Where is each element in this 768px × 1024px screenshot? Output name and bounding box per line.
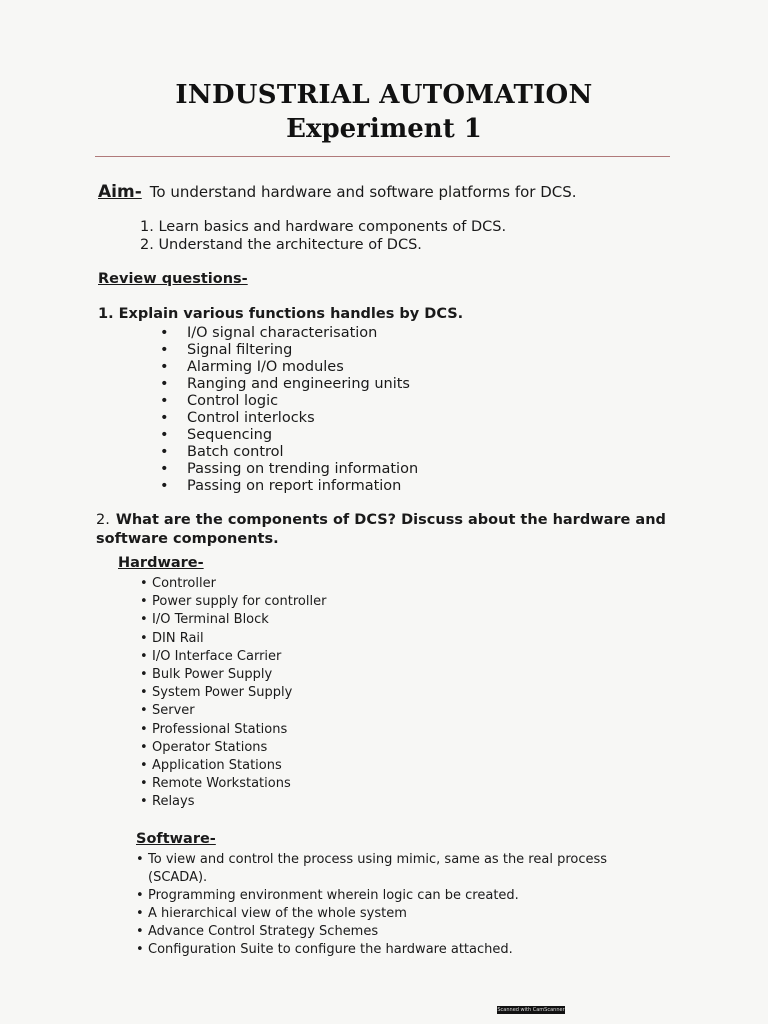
list-item: • Alarming I/O modules xyxy=(160,359,418,376)
question-1: 1. Explain various functions handles by DCS. xyxy=(98,306,464,322)
list-item: • Application Stations xyxy=(140,757,326,775)
list-item: • Controller xyxy=(140,575,326,593)
list-item: • Relays xyxy=(140,793,326,811)
question-2-number: 2. xyxy=(96,512,110,528)
list-item: • DIN Rail xyxy=(140,630,326,648)
list-item: • A hierarchical view of the whole system xyxy=(136,905,656,923)
aim-objectives xyxy=(140,218,506,254)
scanner-watermark: Scanned with CamScanner xyxy=(497,1007,565,1013)
list-item: • Batch control xyxy=(160,444,418,461)
list-item: • Advance Control Strategy Schemes xyxy=(136,923,656,941)
review-questions-heading: Review questions- xyxy=(98,271,248,287)
list-item: • Passing on trending information xyxy=(160,461,418,478)
list-item: • Control logic xyxy=(160,393,418,410)
list-item: • I/O Terminal Block xyxy=(140,611,326,629)
aim-text: To understand hardware and software platforms for DCS. xyxy=(149,183,577,201)
document-title: INDUSTRIAL AUTOMATION xyxy=(175,80,593,110)
list-item: • Remote Workstations xyxy=(140,775,326,793)
aim-label: Aim- xyxy=(98,182,142,202)
list-item: • I/O signal characterisation xyxy=(160,325,418,342)
question-2-text: What are the components of DCS? Discuss about the hardware and software components. xyxy=(96,512,666,547)
list-item: • Server xyxy=(140,702,326,720)
list-item: • Operator Stations xyxy=(140,739,326,757)
question-2 xyxy=(96,511,666,549)
list-item: • To view and control the process using mimic, same as the real process (SCADA). xyxy=(136,851,656,887)
list-item: • System Power Supply xyxy=(140,684,326,702)
aim-objective: 2. Understand the architecture of DCS. xyxy=(140,237,422,253)
list-item: • Control interlocks xyxy=(160,410,418,427)
list-item: • Programming environment wherein logic can be created. xyxy=(136,887,656,905)
software-list xyxy=(136,851,656,959)
title-divider xyxy=(95,156,670,157)
list-item: • Configuration Suite to configure the hardware attached. xyxy=(136,941,656,959)
aim-statement xyxy=(98,182,577,202)
hardware-list xyxy=(140,575,326,812)
list-item: • Signal filtering xyxy=(160,342,418,359)
experiment-title: Experiment 1 xyxy=(286,114,482,144)
list-item: • Ranging and engineering units xyxy=(160,376,418,393)
list-item: • I/O Interface Carrier xyxy=(140,648,326,666)
list-item: • Professional Stations xyxy=(140,721,326,739)
dcs-functions-list xyxy=(160,325,418,495)
list-item: • Power supply for controller xyxy=(140,593,326,611)
list-item: • Passing on report information xyxy=(160,478,418,495)
list-item: • Bulk Power Supply xyxy=(140,666,326,684)
list-item: • Sequencing xyxy=(160,427,418,444)
software-heading: Software- xyxy=(136,831,216,847)
hardware-heading: Hardware- xyxy=(118,555,204,571)
aim-objective: 1. Learn basics and hardware components of DCS. xyxy=(140,219,507,235)
